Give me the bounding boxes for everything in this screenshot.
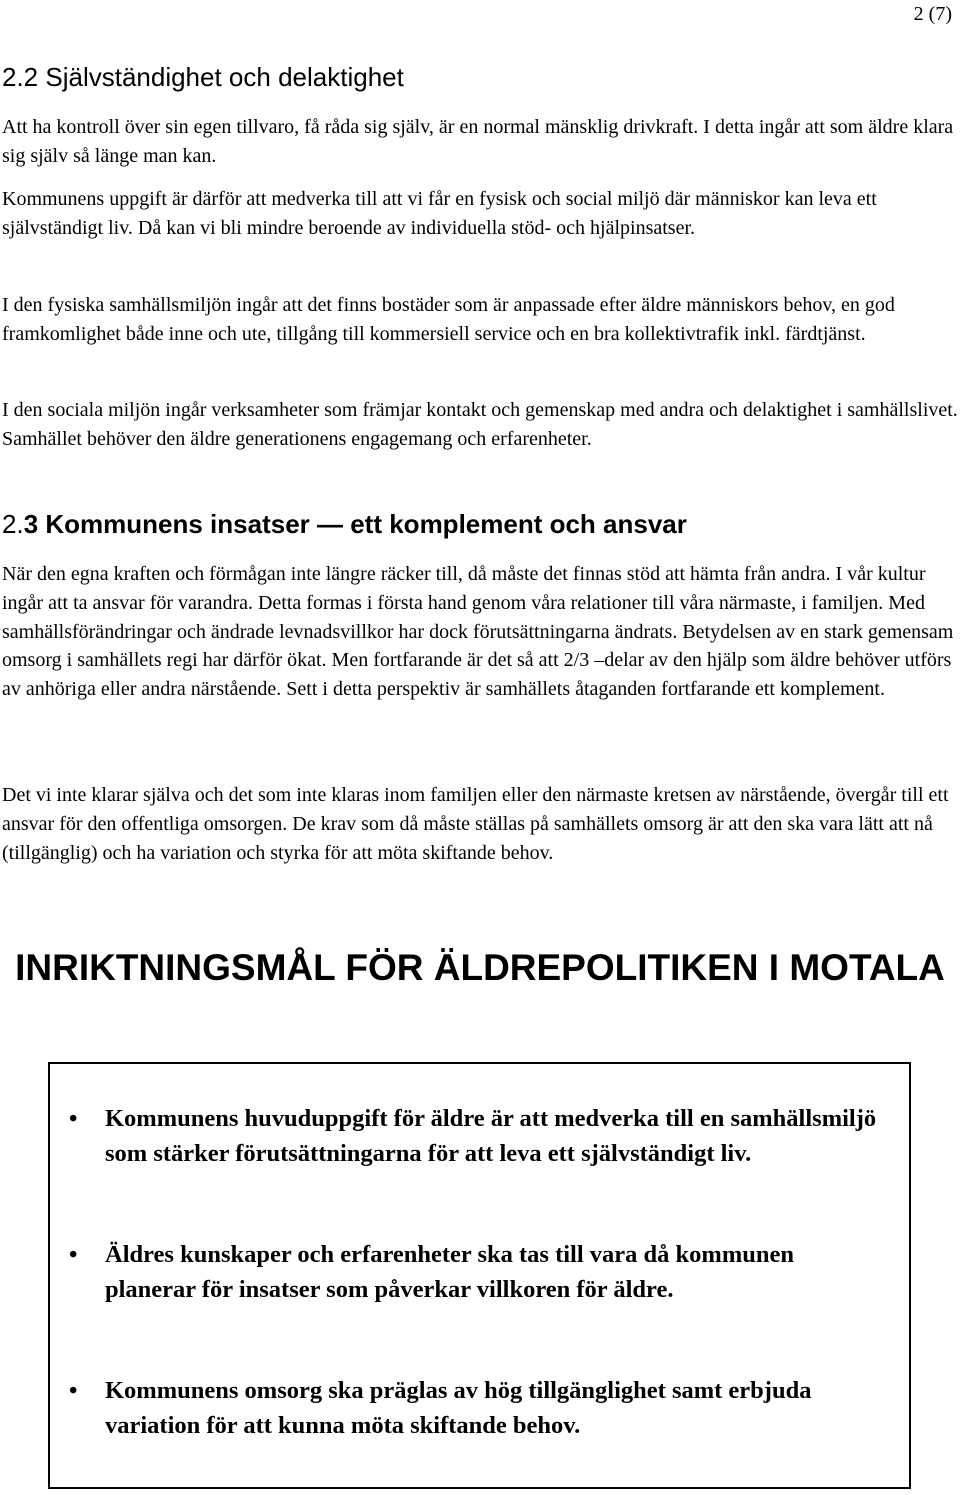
bullet-icon: • <box>69 1242 78 1268</box>
paragraph: Det vi inte klarar själva och det som inte klaras inom familjen eller den närmaste kretsen av närstående, övergår till ett ansvar för den offentliga omsorgen. De krav som då måste ställas på samhällets omsorg är att den ska vara lätt att nå (tillgänglig) och ha variation och styrka för att möta skiftande behov. <box>2 784 949 864</box>
paragraph: Kommunens uppgift är därför att medverka till att vi får en fysisk och social miljö där människor kan leva ett självständigt liv. Då kan vi bli mindre beroende av individuella stöd- och hjälpinsatser. <box>2 188 877 239</box>
goal-text: Kommunens huvuduppgift för äldre är att medverka till en samhällsmiljö som stärker förutsättningarna för att leva ett självständigt liv. <box>105 1105 877 1167</box>
bullet-icon: • <box>69 1378 78 1404</box>
goals-box <box>48 1062 911 1489</box>
section-heading-number: 2. <box>2 509 24 539</box>
section-heading-2-3 <box>2 509 687 539</box>
paragraph: I den sociala miljön ingår verksamheter som främjar kontakt och gemenskap med andra och delaktighet i samhällslivet. Samhället behöver den äldre generationens engagemang och erfarenheter. <box>2 399 958 450</box>
bullet-icon: • <box>69 1106 78 1132</box>
paragraph: När den egna kraften och förmågan inte längre räcker till, då måste det finnas stöd att hämta från andra. I vår kultur ingår att ta ansvar för varandra. Detta formas i första hand genom våra relationer till våra närmaste, i familjen. Med samhällsförändringar och ändrade levnadsvillkor har dock förutsättningarna ändrats. Betydelsen av en stark gemensam omsorg i samhällets regi har därför ökat. Men fortfarande är det så att 2/3 –delar av den hjälp som äldre behöver utförs av anhöriga eller andra närstående. Sett i detta perspektiv är samhällets åtaganden fortfarande ett komplement. <box>2 563 954 701</box>
section-heading-2-2: 2.2 Självständighet och delaktighet <box>2 62 404 92</box>
goal-text: Äldres kunskaper och erfarenheter ska tas till vara då kommunen planerar för insatser som påverkar villkoren för äldre. <box>105 1241 794 1303</box>
paragraph: Att ha kontroll över sin egen tillvaro, få råda sig själv, är en normal mänsklig drivkraft. I detta ingår att som äldre klara sig själv så länge man kan. <box>2 116 954 167</box>
section-heading-text: 3 Kommunens insatser — ett komplement och ansvar <box>23 509 687 539</box>
paragraph: I den fysiska samhällsmiljön ingår att det finns bostäder som är anpassade efter äldre människors behov, en god framkomlighet både inne och ute, tillgång till kommersiell service och en bra kollektivtrafik inkl. färdtjänst. <box>2 294 895 345</box>
goal-text: Kommunens omsorg ska präglas av hög tillgänglighet samt erbjuda variation för att kunna möta skiftande behov. <box>105 1377 812 1439</box>
page-number: 2 (7) <box>913 3 952 25</box>
goals-title: INRIKTNINGSMÅL FÖR ÄLDREPOLITIKEN I MOTALA <box>15 947 945 988</box>
